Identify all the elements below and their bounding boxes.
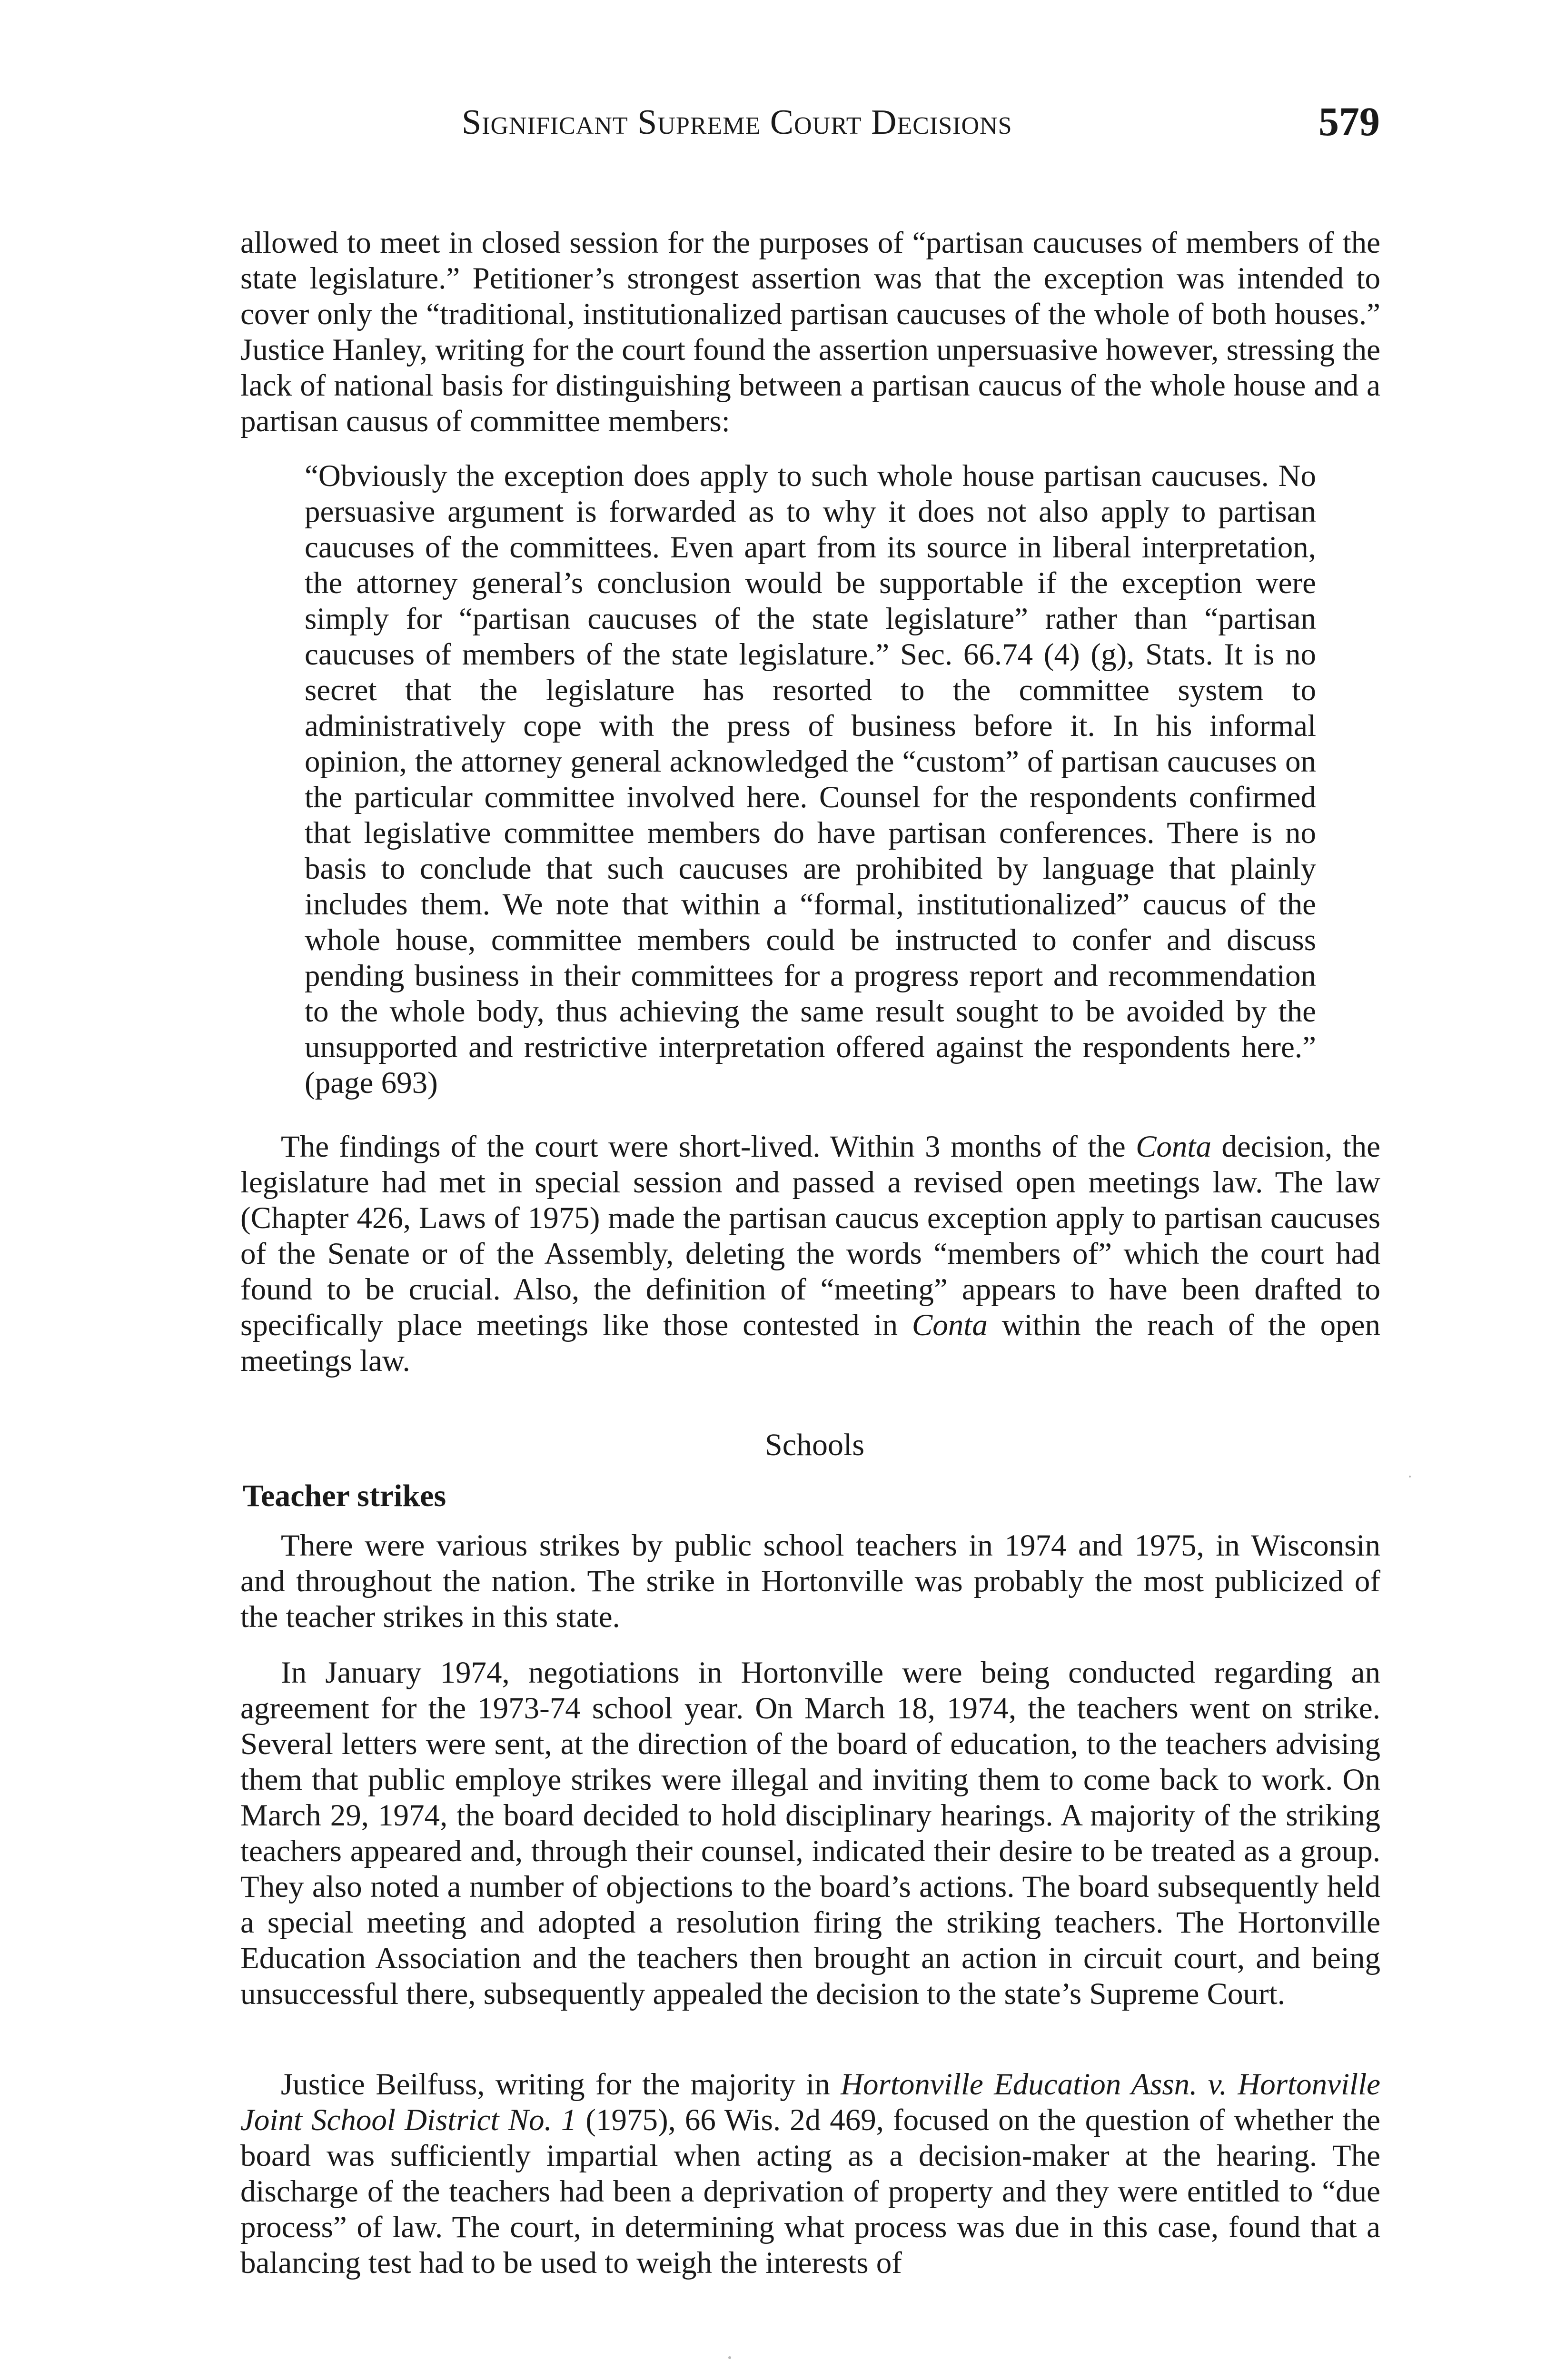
case-name-conta: Conta — [912, 1308, 988, 1342]
block-quote — [305, 458, 1316, 1101]
beilfuss-text-2: (1975), 66 Wis. 2d 469, focused on the question of whether the board was sufficiently impartial when acting as a decision-maker at the hearing. The discharge of the teachers had been a deprivation of property and they were entitled to “due process” of law. The court, in determining what process was due in this case, found that a balancing test had to be used to weigh the interests of — [240, 2103, 1380, 2280]
intro-text: allowed to meet in closed session for the purposes of “partisan caucuses of members of the state legislature.” Petitioner’s strongest assertion was that the exception was intended to cover only the “traditional, institutionalized partisan caucuses of the whole of both houses.” Justice Hanley, writing for the court found the assertion unpersuasive however, stressing the lack of national basis for distinguishing between a partisan caucus of the whole house and a partisan causus of committee members: — [240, 226, 1380, 438]
page-number: 579 — [1318, 99, 1380, 144]
strikes-paragraph — [240, 1528, 1380, 1635]
findings-paragraph — [240, 1129, 1380, 1379]
scan-speck — [728, 2356, 731, 2359]
beilfuss-paragraph — [240, 2067, 1380, 2281]
section-title: Schools — [765, 1428, 865, 1462]
running-head: Significant Supreme Court Decisions — [462, 103, 1012, 142]
beilfuss-text-1: Justice Beilfuss, writing for the majority in — [281, 2067, 841, 2102]
subheading: Teacher strikes — [243, 1478, 446, 1513]
scan-speck — [1409, 1476, 1411, 1478]
case-name-hortonville: Hortonville Education Assn. v. Hortonville Joint School District No. 1 — [240, 2067, 1380, 2137]
findings-text — [240, 1129, 1380, 1379]
intro-paragraph — [240, 225, 1380, 439]
findings-text-1: The findings of the court were short-lived. Within 3 months of the — [281, 1130, 1136, 1164]
block-quote-text: “Obviously the exception does apply to such whole house partisan caucuses. No persuasive argument is forwarded as to why it does not also apply to partisan caucuses of the committees. Even apart from its source in liberal interpretation, the attorney general’s conclusion would be supportable if the exception were simply for “partisan caucuses of the state legislature” rather than “partisan caucuses of members of the state legislature.” Sec. 66.74 (4) (g), Stats. It is no secret that the legislature has resorted to the committee system to administratively cope with the press of business before it. In his informal opinion, the attorney general acknowledged the “custom” of partisan caucuses on the particular committee involved here. Counsel for the respondents confirmed that legislative committee members do have partisan conferences. There is no basis to conclude that such caucuses are prohibited by language that plainly includes them. We note that within a “formal, institutionalized” caucus of the whole house, committee members could be instructed to confer and discuss pending business in their committees for a progress report and recommendation to the whole body, thus achieving the same result sought to be avoided by the unsupported and restrictive interpretation offered against the respondents here.” (page 693) — [305, 459, 1316, 1100]
negotiations-text: In January 1974, negotiations in Hortonville were being conducted regarding an agreement for the 1973-74 school year. On March 18, 1974, the teachers went on strike. Several letters were sent, at the direction of the board of education, to the teachers advising them that public employe strikes were illegal and inviting them to come back to work. On March 29, 1974, the board decided to hold disciplinary hearings. A majority of the striking teachers appeared and, through their counsel, indicated their desire to be treated as a group. They also noted a number of objections to the board’s actions. The board subsequently held a special meeting and adopted a resolution firing the striking teachers. The Hortonville Education Association and the teachers then brought an action in circuit court, and being unsuccessful there, subsequently appealed the decision to the state’s Supreme Court. — [240, 1656, 1380, 2011]
findings-text-2: decision, the legislature had met in special session and passed a revised open meetings law. The law (Chapter 426, Laws of 1975) made the partisan caucus exception apply to partisan caucuses of the Senate or of the Assembly, deleting the words “members of” which the court had found to be crucial. Also, the definition of “meeting” appears to have been drafted to specifically place meetings like those contested in — [240, 1130, 1381, 1342]
beilfuss-text — [240, 2067, 1380, 2281]
case-name-conta: Conta — [1136, 1130, 1211, 1164]
findings-text-3: within the reach of the open meetings law. — [240, 1308, 1380, 1378]
strikes-text: There were various strikes by public school teachers in 1974 and 1975, in Wisconsin and throughout the nation. The strike in Hortonville was probably the most publicized of the teacher strikes in this state. — [240, 1528, 1380, 1634]
negotiations-paragraph — [240, 1655, 1380, 2012]
